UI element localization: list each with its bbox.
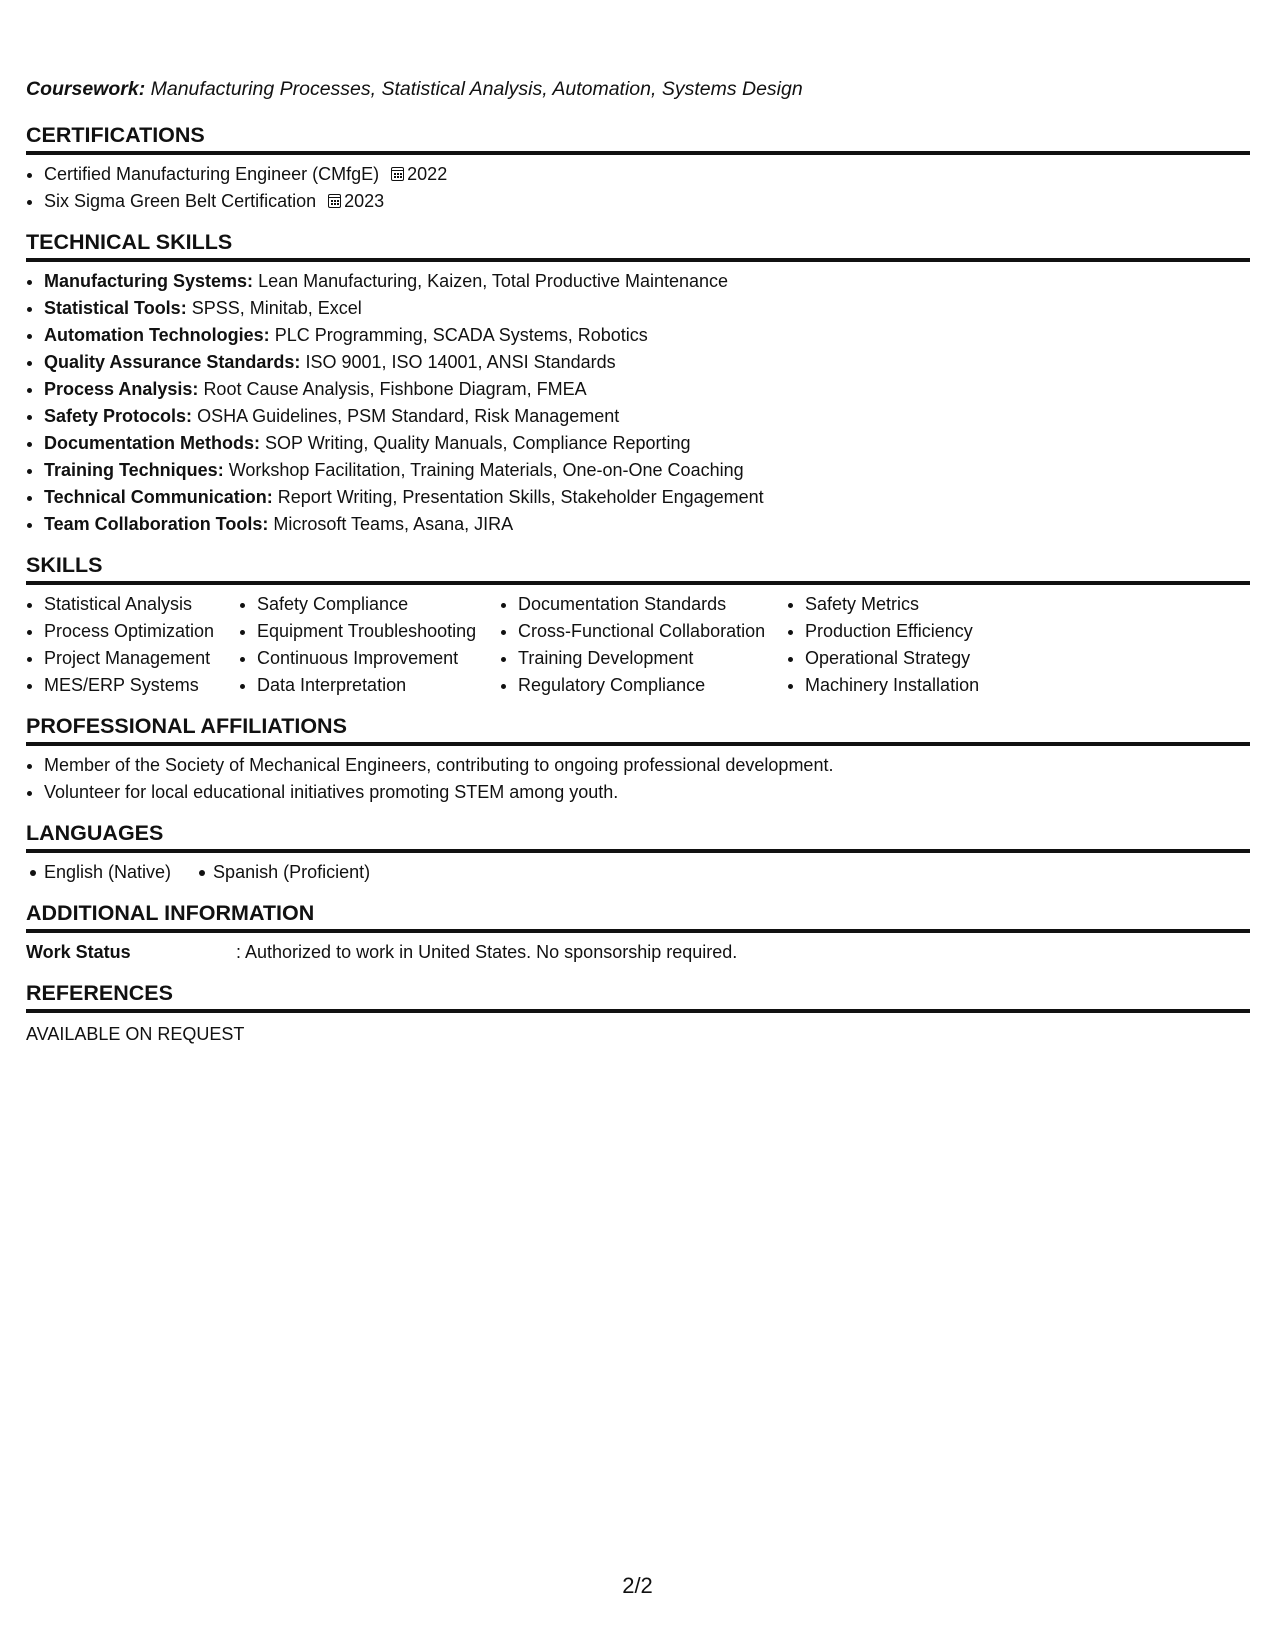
list-item: • Volunteer for local educational initiatives promoting STEM among youth. — [44, 779, 1250, 806]
skill-term: Safety Protocols: — [44, 406, 193, 426]
skills-grid — [26, 591, 1250, 699]
list-item — [44, 430, 1250, 457]
calendar-icon — [391, 167, 404, 181]
list-item — [44, 376, 1250, 403]
list-item: • Cross-Functional Collaboration — [518, 618, 787, 645]
languages-list — [26, 859, 1250, 886]
skill-value: Lean Manufacturing, Kaizen, Total Productive Maintenance — [258, 271, 729, 291]
skill-value: Microsoft Teams, Asana, JIRA — [273, 514, 514, 534]
page-number: 2/2 — [622, 1573, 653, 1598]
skill-term: Quality Assurance Standards: — [44, 352, 301, 372]
list-item: • Continuous Improvement — [257, 645, 500, 672]
skills-section — [26, 552, 1250, 699]
skill-value: OSHA Guidelines, PSM Standard, Risk Management — [197, 406, 620, 426]
list-item: • Machinery Installation — [805, 672, 1105, 699]
additional-info-section — [26, 900, 1250, 966]
certification-name: Six Sigma Green Belt Certification — [44, 191, 317, 211]
list-item: • Safety Metrics — [805, 591, 1105, 618]
skill-term: Statistical Tools: — [44, 298, 187, 318]
list-item: English (Native) — [26, 859, 171, 886]
list-item: • Equipment Troubleshooting — [257, 618, 500, 645]
list-item — [44, 188, 1250, 215]
section-title-languages: LANGUAGES — [26, 820, 1250, 853]
skill-value: Report Writing, Presentation Skills, Stakeholder Engagement — [277, 487, 764, 507]
skill-term: Team Collaboration Tools: — [44, 514, 269, 534]
skill-value: Root Cause Analysis, Fishbone Diagram, FMEA — [203, 379, 587, 399]
section-title-technical-skills: TECHNICAL SKILLS — [26, 229, 1250, 262]
list-item: • Training Development — [518, 645, 787, 672]
skill-term: Training Techniques: — [44, 460, 224, 480]
list-item: • Project Management — [44, 645, 239, 672]
list-item: • Member of the Society of Mechanical Engineers, contributing to ongoing professional development. — [44, 752, 1250, 779]
list-item: • Data Interpretation — [257, 672, 500, 699]
list-item — [44, 268, 1250, 295]
skill-value: Workshop Facilitation, Training Materials, One-on-One Coaching — [228, 460, 744, 480]
skills-column-3 — [500, 591, 787, 699]
certifications-section — [26, 122, 1250, 215]
list-item — [44, 161, 1250, 188]
section-title-additional-info: ADDITIONAL INFORMATION — [26, 900, 1250, 933]
list-item — [44, 349, 1250, 376]
work-status-label: Work Status — [26, 942, 131, 962]
technical-skills-list — [26, 268, 1250, 538]
coursework-line — [26, 76, 1250, 102]
list-item: Spanish (Proficient) — [195, 859, 370, 886]
coursework-text: Manufacturing Processes, Statistical Analysis, Automation, Systems Design — [150, 78, 803, 100]
section-title-references: REFERENCES — [26, 980, 1250, 1013]
skill-value: SPSS, Minitab, Excel — [191, 298, 362, 318]
references-text: AVAILABLE ON REQUEST — [26, 1024, 245, 1044]
certification-name: Certified Manufacturing Engineer (CMfgE) — [44, 164, 380, 184]
work-status-row — [26, 939, 1250, 966]
skill-term: Automation Technologies: — [44, 325, 270, 345]
list-item: • Production Efficiency — [805, 618, 1105, 645]
skill-term: Technical Communication: — [44, 487, 273, 507]
skill-term: Documentation Methods: — [44, 433, 260, 453]
list-item: • Statistical Analysis — [44, 591, 239, 618]
calendar-icon — [328, 194, 341, 208]
skill-value: ISO 9001, ISO 14001, ANSI Standards — [305, 352, 616, 372]
list-item: • MES/ERP Systems — [44, 672, 239, 699]
list-item: • Safety Compliance — [257, 591, 500, 618]
list-item — [44, 484, 1250, 511]
skills-column-4 — [787, 591, 1105, 699]
skill-term: Manufacturing Systems: — [44, 271, 254, 291]
certifications-list — [26, 161, 1250, 215]
certification-year: 2023 — [344, 191, 385, 211]
list-item: • Operational Strategy — [805, 645, 1105, 672]
affiliations-section — [26, 713, 1250, 806]
certification-year: 2022 — [407, 164, 448, 184]
list-item — [44, 403, 1250, 430]
resume-page — [26, 76, 1250, 1062]
list-item — [44, 457, 1250, 484]
list-item: • Process Optimization — [44, 618, 239, 645]
list-item — [44, 511, 1250, 538]
list-item — [44, 295, 1250, 322]
skills-column-1 — [26, 591, 239, 699]
section-title-affiliations: PROFESSIONAL AFFILIATIONS — [26, 713, 1250, 746]
list-item — [44, 322, 1250, 349]
section-title-certifications: CERTIFICATIONS — [26, 122, 1250, 155]
skill-value: PLC Programming, SCADA Systems, Robotics — [274, 325, 648, 345]
work-status-value: : Authorized to work in United States. No sponsorship required. — [236, 942, 738, 962]
references-section — [26, 980, 1250, 1048]
skill-term: Process Analysis: — [44, 379, 199, 399]
skill-value: SOP Writing, Quality Manuals, Compliance Reporting — [265, 433, 691, 453]
skills-column-2 — [239, 591, 500, 699]
languages-section — [26, 820, 1250, 886]
coursework-label: Coursework: — [26, 78, 146, 100]
list-item: • Regulatory Compliance — [518, 672, 787, 699]
list-item: • Documentation Standards — [518, 591, 787, 618]
affiliations-list — [26, 752, 1250, 806]
technical-skills-section — [26, 229, 1250, 538]
section-title-skills: SKILLS — [26, 552, 1250, 585]
